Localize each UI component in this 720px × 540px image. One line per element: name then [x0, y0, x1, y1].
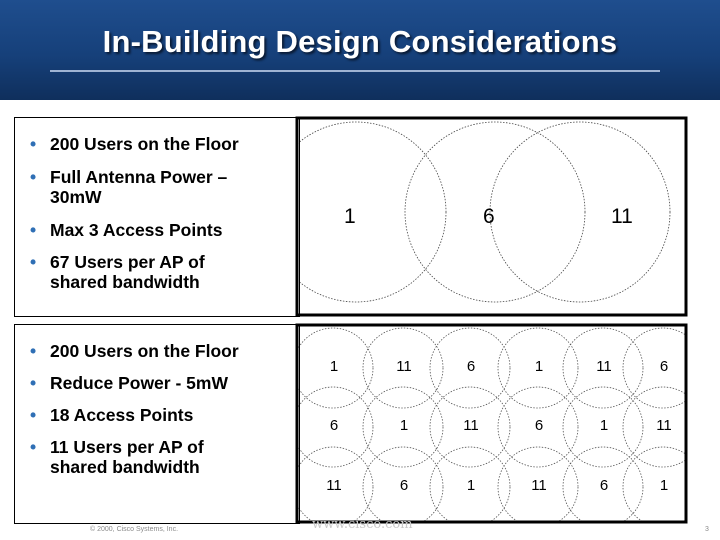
- bullet-item: • 200 Users on the Floor: [30, 134, 239, 154]
- bottom-floor-outline: [297, 325, 686, 522]
- small-channel-label: 6: [466, 358, 476, 375]
- small-channel-label: 6: [599, 477, 609, 494]
- small-channel-label: 6: [329, 417, 339, 434]
- bullet-item: • 18 Access Points: [30, 405, 194, 425]
- small-channel-label: 1: [329, 358, 339, 375]
- small-channel-label: 6: [534, 417, 544, 434]
- channel-label: 11: [611, 205, 633, 228]
- channel-label: 6: [483, 205, 495, 228]
- ap-coverage-circle-11: [490, 122, 670, 302]
- small-channel-label: 11: [396, 358, 412, 375]
- top-bullets: [22, 134, 292, 292]
- small-channel-label: 11: [463, 417, 479, 434]
- page-number: 3: [705, 526, 709, 533]
- small-channel-label: 1: [534, 358, 544, 375]
- bottom-bullets: [22, 341, 292, 477]
- ap-coverage-circle-6: [405, 122, 585, 302]
- bullet-item: • 67 Users per AP of shared bandwidth: [30, 252, 205, 292]
- small-channel-label: 1: [399, 417, 409, 434]
- small-channel-label: 11: [656, 417, 672, 434]
- small-channel-label: 1: [466, 477, 476, 494]
- bullet-item: • Full Antenna Power – 30mW: [30, 167, 228, 207]
- bullet-item: • Max 3 Access Points: [30, 220, 223, 240]
- small-channel-label: 6: [659, 358, 669, 375]
- small-channel-label: 11: [596, 358, 612, 375]
- bullet-item: • Reduce Power - 5mW: [30, 373, 228, 393]
- bullet-item: • 11 Users per AP of shared bandwidth: [30, 437, 204, 477]
- bullet-item: • 200 Users on the Floor: [30, 341, 239, 361]
- channel-label: 1: [344, 205, 356, 228]
- small-channel-label: 11: [531, 477, 547, 494]
- footer-copyright: © 2000, Cisco Systems, Inc.: [90, 526, 179, 533]
- small-channel-label: 1: [659, 477, 669, 494]
- slide-title: In-Building Design Considerations: [102, 24, 618, 59]
- small-channel-label: 6: [399, 477, 409, 494]
- footer-watermark: www.cisco.com: [312, 517, 413, 532]
- small-channel-label: 11: [326, 477, 342, 494]
- small-channel-label: 1: [599, 417, 609, 434]
